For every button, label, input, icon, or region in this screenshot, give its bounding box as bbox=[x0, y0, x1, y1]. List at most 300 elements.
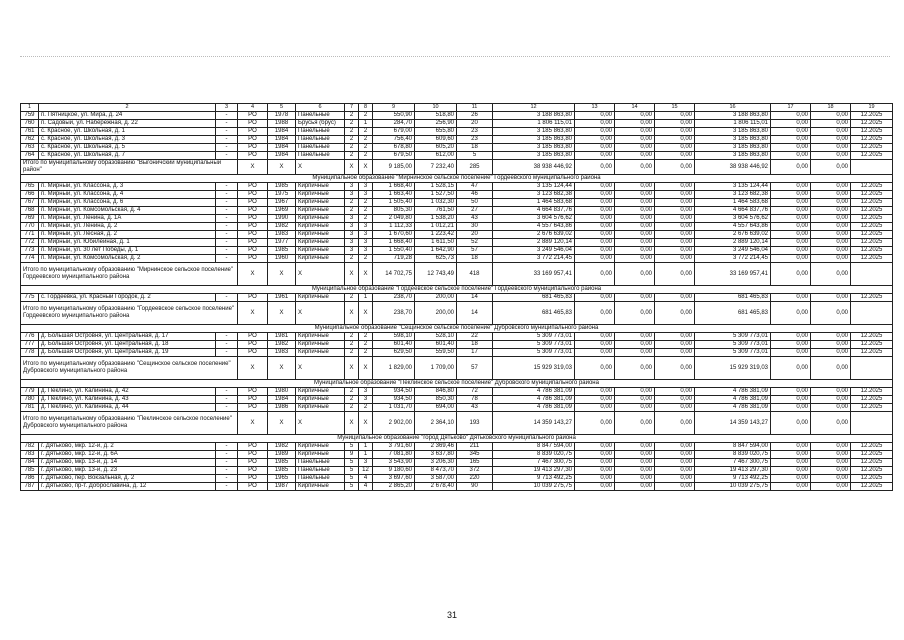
table-cell: PO bbox=[238, 451, 268, 459]
table-cell: PO bbox=[238, 231, 268, 239]
total-cell: 0,00 bbox=[771, 160, 811, 175]
table-cell: 0,00 bbox=[615, 215, 655, 223]
table-cell: 0,00 bbox=[615, 191, 655, 199]
table-cell: PO bbox=[238, 388, 268, 396]
col-num: 9 bbox=[373, 104, 415, 112]
total-cell: 0,00 bbox=[575, 412, 615, 435]
table-cell: г. Дятьково, мкр. 12-й, д. 6А bbox=[39, 451, 216, 459]
table-cell: 1975 bbox=[268, 191, 296, 199]
table-cell: 23 bbox=[457, 136, 493, 144]
table-cell: - bbox=[216, 349, 238, 357]
table-cell: 1 012,21 bbox=[415, 223, 457, 231]
col-num: 14 bbox=[615, 104, 655, 112]
table-cell: 20 bbox=[457, 120, 493, 128]
total-cell: 0,00 bbox=[575, 160, 615, 175]
total-cell: 2 902,00 bbox=[373, 412, 415, 435]
total-cell: X bbox=[296, 412, 345, 435]
table-cell: 0,00 bbox=[615, 207, 655, 215]
table-cell: 770 bbox=[21, 223, 39, 231]
total-cell: X bbox=[359, 412, 373, 435]
table-cell: 0,00 bbox=[655, 136, 695, 144]
table-cell: 0,00 bbox=[615, 341, 655, 349]
table-cell: 12.2025 bbox=[851, 191, 893, 199]
table-cell: 3 772 214,45 bbox=[695, 255, 771, 263]
table-cell: 0,00 bbox=[811, 136, 851, 144]
table-cell: 0,00 bbox=[575, 120, 615, 128]
table-cell: 0,00 bbox=[771, 459, 811, 467]
total-cell bbox=[851, 302, 893, 325]
table-cell: 559,50 bbox=[415, 349, 457, 357]
table-cell: 0,00 bbox=[811, 144, 851, 152]
table-cell: 0,00 bbox=[575, 396, 615, 404]
table-cell: 5 bbox=[345, 459, 359, 467]
table-cell: 2 889 120,14 bbox=[493, 239, 575, 247]
table-cell: 1984 bbox=[268, 128, 296, 136]
table-cell: 0,00 bbox=[771, 247, 811, 255]
table-cell: 934,50 bbox=[373, 396, 415, 404]
table-cell: 1983 bbox=[268, 231, 296, 239]
table-cell: 3 bbox=[359, 247, 373, 255]
col-num: 18 bbox=[811, 104, 851, 112]
table-cell: Кирпичные bbox=[296, 255, 345, 263]
table-body bbox=[21, 104, 893, 491]
table-cell: 0,00 bbox=[615, 120, 655, 128]
table-cell: 12.2025 bbox=[851, 349, 893, 357]
table-cell: д. Большая Островня, ул. Центральная, д. 17 bbox=[39, 333, 216, 341]
table-cell: 12.2025 bbox=[851, 120, 893, 128]
total-cell: 15 929 319,03 bbox=[493, 357, 575, 380]
table-cell: 23 bbox=[457, 128, 493, 136]
table-cell: 78 bbox=[457, 396, 493, 404]
table-cell: Брусья (бруc) bbox=[296, 120, 345, 128]
table-cell: 764 bbox=[21, 152, 39, 160]
table-cell: 4 557 643,86 bbox=[695, 223, 771, 231]
table-cell: 0,00 bbox=[771, 341, 811, 349]
table-cell: 2 bbox=[345, 136, 359, 144]
table-cell: - bbox=[216, 231, 238, 239]
total-cell: 7 232,40 bbox=[415, 160, 457, 175]
table-cell: 0,00 bbox=[575, 191, 615, 199]
table-cell: Кирпичные bbox=[296, 215, 345, 223]
table-cell: 1969 bbox=[268, 207, 296, 215]
table-cell: 772 bbox=[21, 239, 39, 247]
table-row bbox=[21, 183, 893, 191]
total-cell: X bbox=[359, 357, 373, 380]
table-cell: г. Дятьково, пр-т. Доброславина, д. 12 bbox=[39, 483, 216, 491]
table-cell: 3 188 863,80 bbox=[695, 112, 771, 120]
table-cell: - bbox=[216, 341, 238, 349]
table-cell: 0,00 bbox=[771, 183, 811, 191]
table-cell: 1960 bbox=[268, 255, 296, 263]
table-cell: 4 786 381,09 bbox=[695, 404, 771, 412]
table-cell: 9 713 492,25 bbox=[695, 475, 771, 483]
table-cell: Кирпичные bbox=[296, 451, 345, 459]
table-cell: 2 bbox=[345, 388, 359, 396]
table-row bbox=[21, 136, 893, 144]
table-cell: PO bbox=[238, 152, 268, 160]
table-cell: PO bbox=[238, 404, 268, 412]
col-num: 12 bbox=[493, 104, 575, 112]
table-cell: 629,50 bbox=[373, 349, 415, 357]
table-cell: 1 464 583,68 bbox=[493, 199, 575, 207]
table-cell: 12 bbox=[359, 467, 373, 475]
table-cell: 2 bbox=[345, 396, 359, 404]
table-cell: - bbox=[216, 475, 238, 483]
table-cell: 2 bbox=[345, 199, 359, 207]
total-cell: 0,00 bbox=[771, 412, 811, 435]
table-row bbox=[21, 404, 893, 412]
table-cell: 2 bbox=[345, 404, 359, 412]
table-cell: - bbox=[216, 223, 238, 231]
table-cell: 0,00 bbox=[655, 341, 695, 349]
table-cell: Панельные bbox=[296, 459, 345, 467]
table-cell: 2 bbox=[359, 199, 373, 207]
total-cell: 14 359 143,27 bbox=[493, 412, 575, 435]
table-cell: 0,00 bbox=[771, 396, 811, 404]
table-cell: 3 587,00 bbox=[415, 475, 457, 483]
table-cell: 7 081,80 bbox=[373, 451, 415, 459]
table-cell: 0,00 bbox=[655, 183, 695, 191]
table-cell: 0,00 bbox=[575, 388, 615, 396]
table-cell: 0,00 bbox=[575, 207, 615, 215]
table-cell: - bbox=[216, 199, 238, 207]
table-row bbox=[21, 333, 893, 341]
section-header-row bbox=[21, 435, 893, 443]
table-cell: Кирпичные bbox=[296, 396, 345, 404]
table-cell: 0,00 bbox=[615, 451, 655, 459]
table-cell: д. Пеклино, ул. Калинина, д. 44 bbox=[39, 404, 216, 412]
table-cell: PO bbox=[238, 144, 268, 152]
table-cell: 1982 bbox=[268, 223, 296, 231]
table-row bbox=[21, 191, 893, 199]
table-cell: 0,00 bbox=[771, 223, 811, 231]
total-cell bbox=[851, 160, 893, 175]
table-cell: 8 839 020,75 bbox=[493, 451, 575, 459]
table-cell: 200,00 bbox=[415, 294, 457, 302]
col-num: 15 bbox=[655, 104, 695, 112]
table-cell: 9 bbox=[345, 451, 359, 459]
table-cell: 4 557 643,86 bbox=[493, 223, 575, 231]
table-cell: 1982 bbox=[268, 341, 296, 349]
table-cell: 0,00 bbox=[811, 152, 851, 160]
table-cell: 0,00 bbox=[655, 128, 695, 136]
table-cell: 1977 bbox=[268, 239, 296, 247]
table-cell: 0,00 bbox=[615, 152, 655, 160]
total-cell: 0,00 bbox=[811, 160, 851, 175]
table-cell: 3 188 863,80 bbox=[493, 112, 575, 120]
table-cell: 2 369,46 bbox=[415, 443, 457, 451]
table-cell: 0,00 bbox=[811, 247, 851, 255]
table-cell: 625,73 bbox=[415, 255, 457, 263]
table-cell: 1 668,40 bbox=[373, 239, 415, 247]
table-cell: 1986 bbox=[268, 404, 296, 412]
table-cell: 0,00 bbox=[811, 183, 851, 191]
table-cell: 1 bbox=[359, 294, 373, 302]
table-cell: 2 865,20 bbox=[373, 483, 415, 491]
total-cell: X bbox=[296, 357, 345, 380]
table-cell: 762 bbox=[21, 136, 39, 144]
total-cell: 38 938 446,92 bbox=[695, 160, 771, 175]
table-cell: 1990 bbox=[268, 215, 296, 223]
table-cell: PO bbox=[238, 341, 268, 349]
table-cell: 1 505,40 bbox=[373, 199, 415, 207]
table-cell: - bbox=[216, 404, 238, 412]
table-cell: 3 bbox=[345, 223, 359, 231]
table-cell: Панельные bbox=[296, 467, 345, 475]
table-cell: д. Пеклино, ул. Калинина, д. 42 bbox=[39, 388, 216, 396]
total-cell: 681 465,83 bbox=[695, 302, 771, 325]
table-cell: 2 bbox=[345, 152, 359, 160]
table-cell: 759 bbox=[21, 112, 39, 120]
table-cell: 1984 bbox=[268, 136, 296, 144]
table-cell: Кирпичные bbox=[296, 443, 345, 451]
table-cell: 2 bbox=[345, 128, 359, 136]
table-cell: 0,00 bbox=[615, 183, 655, 191]
table-cell: 5 309 773,01 bbox=[695, 349, 771, 357]
table-cell: 0,00 bbox=[655, 239, 695, 247]
table-cell: 3 697,60 bbox=[373, 475, 415, 483]
table-cell: 1983 bbox=[268, 349, 296, 357]
table-cell: п. Мирный, ул. Юбилейная, д. 1 bbox=[39, 239, 216, 247]
table-cell: 777 bbox=[21, 341, 39, 349]
total-cell: 0,00 bbox=[615, 160, 655, 175]
table-cell: 0,00 bbox=[615, 388, 655, 396]
table-cell: 3 135 124,44 bbox=[695, 183, 771, 191]
table-cell: 47 bbox=[457, 183, 493, 191]
table-cell: Кирпичные bbox=[296, 183, 345, 191]
total-cell: 0,00 bbox=[615, 302, 655, 325]
table-cell: 0,00 bbox=[771, 467, 811, 475]
table-cell: 5 bbox=[345, 483, 359, 491]
table-cell: 0,00 bbox=[655, 475, 695, 483]
table-cell: 609,60 bbox=[415, 136, 457, 144]
table-cell: 0,00 bbox=[771, 191, 811, 199]
col-num: 10 bbox=[415, 104, 457, 112]
table-cell: 3 bbox=[345, 247, 359, 255]
section-header-row bbox=[21, 380, 893, 388]
table-cell: 1965 bbox=[268, 475, 296, 483]
table-cell: PO bbox=[238, 255, 268, 263]
table-cell: 0,00 bbox=[771, 483, 811, 491]
table-row bbox=[21, 483, 893, 491]
table-cell: 4 786 381,09 bbox=[493, 404, 575, 412]
table-cell: 2 bbox=[345, 112, 359, 120]
table-cell: г. Дятьково, пер. Вокзальная, д. 2 bbox=[39, 475, 216, 483]
table-cell: 345 bbox=[457, 451, 493, 459]
table-cell: 1984 bbox=[268, 396, 296, 404]
table-cell: 12.2025 bbox=[851, 231, 893, 239]
table-cell: 1 bbox=[359, 120, 373, 128]
total-cell: 681 465,83 bbox=[493, 302, 575, 325]
table-cell: с. Красное, ул. Школьная, д. 7 bbox=[39, 152, 216, 160]
table-cell: 776 bbox=[21, 333, 39, 341]
table-cell: 0,00 bbox=[771, 152, 811, 160]
total-cell: 418 bbox=[457, 263, 493, 286]
table-cell: 0,00 bbox=[771, 333, 811, 341]
table-cell: 2 bbox=[359, 207, 373, 215]
table-cell: 220 bbox=[457, 475, 493, 483]
table-cell: 1 806 115,01 bbox=[493, 120, 575, 128]
table-cell: PO bbox=[238, 396, 268, 404]
table-cell: п. Мирный, ул. Лесная, д. 2 bbox=[39, 231, 216, 239]
table-cell: 784 bbox=[21, 459, 39, 467]
table-cell: 1 642,90 bbox=[415, 247, 457, 255]
table-cell: 238,70 bbox=[373, 294, 415, 302]
table-cell: 2 bbox=[345, 144, 359, 152]
table-cell: PO bbox=[238, 215, 268, 223]
table-cell: 0,00 bbox=[655, 231, 695, 239]
table-cell: - bbox=[216, 120, 238, 128]
table-cell: 0,00 bbox=[771, 136, 811, 144]
total-cell: X bbox=[296, 302, 345, 325]
table-cell: 2 bbox=[345, 333, 359, 341]
table-cell: 3 bbox=[359, 388, 373, 396]
table-cell: 8 847 594,00 bbox=[493, 443, 575, 451]
table-cell: п. Мирный, ул. Классона, д. 6 bbox=[39, 199, 216, 207]
table-cell: 787 bbox=[21, 483, 39, 491]
total-cell: 0,00 bbox=[655, 263, 695, 286]
table-cell: 0,00 bbox=[811, 223, 851, 231]
table-cell: 518,80 bbox=[415, 112, 457, 120]
table-cell: PO bbox=[238, 467, 268, 475]
table-cell: д. Большая Островня, ул. Центральная, д. 18 bbox=[39, 341, 216, 349]
table-row bbox=[21, 128, 893, 136]
table-cell: - bbox=[216, 112, 238, 120]
total-cell: X bbox=[345, 357, 359, 380]
table-cell: 0,00 bbox=[655, 199, 695, 207]
table-cell: 12.2025 bbox=[851, 467, 893, 475]
table-cell: 0,00 bbox=[575, 483, 615, 491]
section-title: Муниципальное образование "Пеклинское сельское поселение" Дубровского муниципального района bbox=[21, 380, 893, 388]
table-cell: 0,00 bbox=[615, 128, 655, 136]
table-cell: 0,00 bbox=[655, 404, 695, 412]
table-cell: 12.2025 bbox=[851, 294, 893, 302]
table-cell: 1989 bbox=[268, 451, 296, 459]
total-cell: X bbox=[359, 302, 373, 325]
table-cell: 1967 bbox=[268, 199, 296, 207]
col-num: 2 bbox=[39, 104, 216, 112]
total-cell: 12 743,49 bbox=[415, 263, 457, 286]
total-cell: 0,00 bbox=[575, 357, 615, 380]
table-cell: - bbox=[216, 396, 238, 404]
table-cell: 681 465,83 bbox=[493, 294, 575, 302]
section-title: Муниципальное образование "город Дятьково" Дятьковского муниципального района bbox=[21, 435, 893, 443]
total-cell: X bbox=[268, 302, 296, 325]
table-cell: PO bbox=[238, 183, 268, 191]
total-cell: 200,00 bbox=[415, 302, 457, 325]
col-num: 5 bbox=[268, 104, 296, 112]
table-cell: 761,50 bbox=[415, 207, 457, 215]
table-cell: 7 467 300,75 bbox=[695, 459, 771, 467]
table-row bbox=[21, 475, 893, 483]
table-cell: 0,00 bbox=[771, 231, 811, 239]
col-num: 19 bbox=[851, 104, 893, 112]
table-cell: 1 670,60 bbox=[373, 231, 415, 239]
table-cell: 0,00 bbox=[575, 459, 615, 467]
table-cell: 2 678,40 bbox=[415, 483, 457, 491]
table-cell: 5 309 773,01 bbox=[493, 349, 575, 357]
table-cell: 5 bbox=[345, 475, 359, 483]
total-cell: X bbox=[345, 302, 359, 325]
table-cell: - bbox=[216, 207, 238, 215]
table-cell: 211 bbox=[457, 443, 493, 451]
total-label: Итого по муниципальному образованию "Гордеевское сельское поселение" Гордеевского муниципального района bbox=[21, 302, 238, 325]
table-row bbox=[21, 207, 893, 215]
section-title: Муниципальное образование "Сещинское сельское поселение" Дубровского муниципального района bbox=[21, 325, 893, 333]
table-cell: 1985 bbox=[268, 247, 296, 255]
table-cell: 1985 bbox=[268, 183, 296, 191]
table-cell: 3 637,80 bbox=[415, 451, 457, 459]
table-cell: 0,00 bbox=[615, 231, 655, 239]
table-row bbox=[21, 120, 893, 128]
table-cell: 0,00 bbox=[575, 341, 615, 349]
table-cell: 1981 bbox=[268, 333, 296, 341]
table-cell: 0,00 bbox=[771, 404, 811, 412]
table-cell: - bbox=[216, 247, 238, 255]
table-cell: PO bbox=[238, 128, 268, 136]
total-cell: 38 938 446,92 bbox=[493, 160, 575, 175]
table-cell: 773 bbox=[21, 247, 39, 255]
table-cell: 1985 bbox=[268, 459, 296, 467]
section-title: Муниципальное образование "Мирнинское сельское поселение" Гордеевского муниципального района bbox=[21, 175, 893, 183]
total-cell: X bbox=[238, 160, 268, 175]
table-cell: 0,00 bbox=[811, 451, 851, 459]
table-cell: 0,00 bbox=[811, 120, 851, 128]
table-cell: 43 bbox=[457, 215, 493, 223]
table-cell: 0,00 bbox=[655, 255, 695, 263]
table-cell: 3 543,90 bbox=[373, 459, 415, 467]
table-cell: 4 786 381,09 bbox=[493, 388, 575, 396]
table-cell: Кирпичные bbox=[296, 388, 345, 396]
total-cell: 0,00 bbox=[771, 263, 811, 286]
table-cell: д. Большая Островня, ул. Центральная, д. 19 bbox=[39, 349, 216, 357]
table-cell: 5 309 773,01 bbox=[695, 333, 771, 341]
total-cell: 1 829,00 bbox=[373, 357, 415, 380]
table-cell: 0,00 bbox=[615, 459, 655, 467]
section-title: Муниципальное образование "Гордеевское сельское поселение" Гордеевского муниципального района bbox=[21, 286, 893, 294]
table-cell: PO bbox=[238, 459, 268, 467]
table-cell: 0,00 bbox=[811, 215, 851, 223]
table-cell: 5 309 773,01 bbox=[695, 341, 771, 349]
table-cell: PO bbox=[238, 247, 268, 255]
table-cell: 2 bbox=[359, 152, 373, 160]
total-cell: 0,00 bbox=[811, 263, 851, 286]
table-cell: 783 bbox=[21, 451, 39, 459]
table-cell: PO bbox=[238, 120, 268, 128]
table-cell: 2 bbox=[359, 333, 373, 341]
table-cell: 612,00 bbox=[415, 152, 457, 160]
table-cell: 0,00 bbox=[655, 333, 695, 341]
table-cell: PO bbox=[238, 191, 268, 199]
table-cell: п. Мирный, ул. Комсомольская, д. 4 bbox=[39, 207, 216, 215]
total-cell: 238,70 bbox=[373, 302, 415, 325]
table-cell: 0,00 bbox=[771, 199, 811, 207]
table-cell: PO bbox=[238, 239, 268, 247]
housing-repair-table bbox=[20, 103, 893, 491]
table-cell: 14 bbox=[457, 294, 493, 302]
col-num: 11 bbox=[457, 104, 493, 112]
table-cell: 0,00 bbox=[615, 136, 655, 144]
table-cell: 12.2025 bbox=[851, 443, 893, 451]
table-cell: 12.2025 bbox=[851, 215, 893, 223]
table-cell: 775 bbox=[21, 294, 39, 302]
table-cell: 17 bbox=[457, 349, 493, 357]
table-cell: 0,00 bbox=[811, 467, 851, 475]
table-cell: 1 464 583,68 bbox=[695, 199, 771, 207]
total-cell: X bbox=[345, 160, 359, 175]
table-cell: Панельные bbox=[296, 112, 345, 120]
table-cell: 3 123 682,38 bbox=[695, 191, 771, 199]
